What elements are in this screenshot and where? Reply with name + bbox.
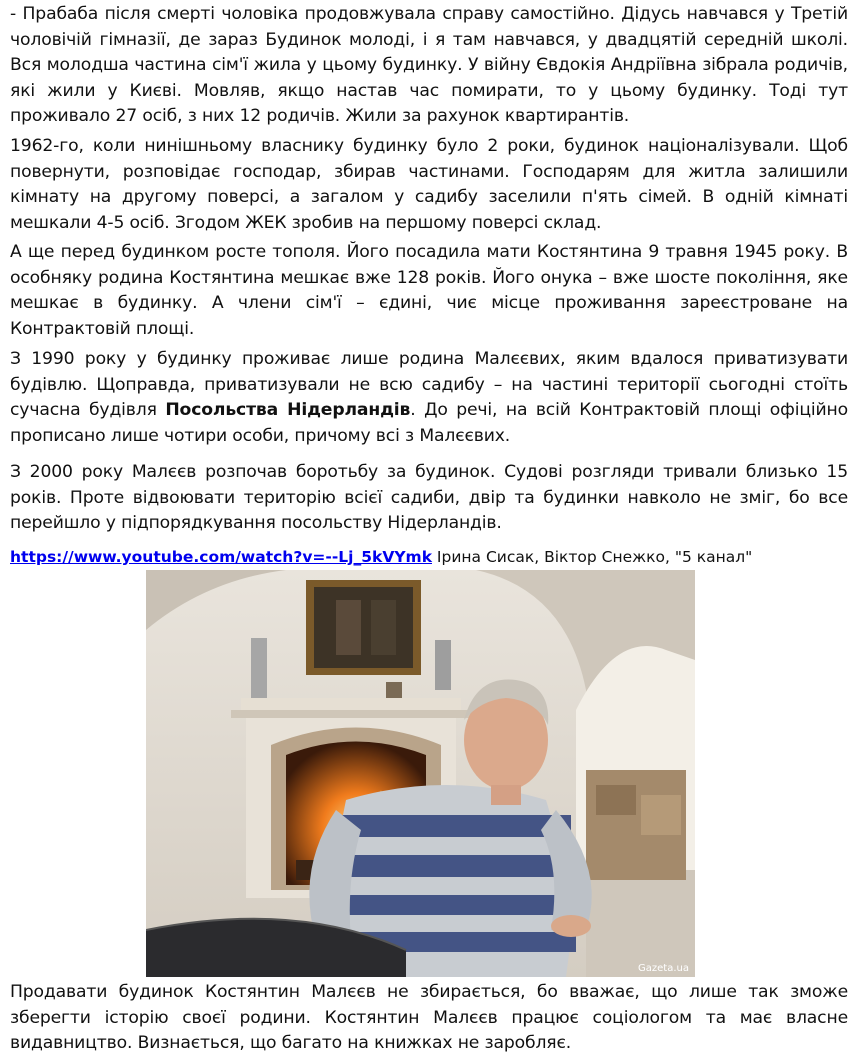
paragraph-closing: Продавати будинок Костянтин Малєєв не збирається, бо вважає, що лише так зможе зберегти історію своєї родини. Костянтин Малєєв працює соціологом та має власне видавництво. Визнається, що багато на книжках не заробляє. <box>10 982 848 1053</box>
paragraph-nationalization: 1962-го, коли нинішньому власнику будинку було 2 роки, будинок націоналізували. Щоб повернути, розповідає господар, збирав частинами. Господарям для житла залишили кімнату на другому поверсі, а загалом у садибу заселили п'ять сімей. В одній кімнаті мешкали 4-5 осіб. Згодом ЖЕК зробив на першому поверсі склад. <box>10 136 848 233</box>
paragraph-court-fight: З 2000 року Малєєв розпочав боротьбу за будинок. Судові розгляди тривали близько 15 років. Проте відвоювати територію всієї садиби, двір та будинки навколо не зміг, бо все перейшло у підпорядкування посольству Нідерландів. <box>10 462 848 533</box>
paragraph-privatization-text-2: . До речі, на всій Контрактовій площі офіційно прописано лише чотири особи, причому всі з Малєєвих. <box>10 400 848 446</box>
embassy-name-bold: Посольства Нідерландів <box>165 400 411 420</box>
photo-watermark: Gazeta.ua <box>638 963 689 974</box>
article-photo <box>146 570 695 977</box>
paragraph-family-history: - Прабаба після смерті чоловіка продовжувала справу самостійно. Дідусь навчався у Третій чоловічій гімназії, де зараз Будинок молоді, і я там навчався, у двадцятій середній школі. Вся молодша частина сім'ї жила у цьому будинку. У війну Євдокія Андріївна зібрала родичів, які жили у Києві. Мовляв, якщо настав час помирати, то у цьому будинку. Тоді тут проживало 27 осіб, з них 12 родичів. Жили за рахунок квартирантів. <box>10 4 848 126</box>
source-credit: Ірина Сисак, Віктор Снежко, "5 канал" <box>432 548 753 566</box>
paragraph-privatization-text-1: З 1990 року у будинку проживає лише родина Малєєвих, яким вдалося приватизувати будівлю. Щоправда, приватизували не всю садибу – на частині території сьогодні стоїть сучасна будівля <box>10 349 848 420</box>
paragraph-poplar-tree: А ще перед будинком росте тополя. Його посадила мати Костянтина 9 травня 1945 року. В особняку родина Костянтина мешкає вже 128 років. Його онука – вже шосте покоління, яке мешкає в будинку. А члени сім'ї – єдині, чиє місце проживання зареєстроване на Контрактовій площі. <box>10 242 848 339</box>
youtube-link[interactable]: https://www.youtube.com/watch?v=--Lj_5kVYmk <box>10 548 432 566</box>
source-line <box>10 545 850 569</box>
photo-man-by-fireplace <box>146 570 695 977</box>
paragraph-privatization <box>10 347 848 449</box>
